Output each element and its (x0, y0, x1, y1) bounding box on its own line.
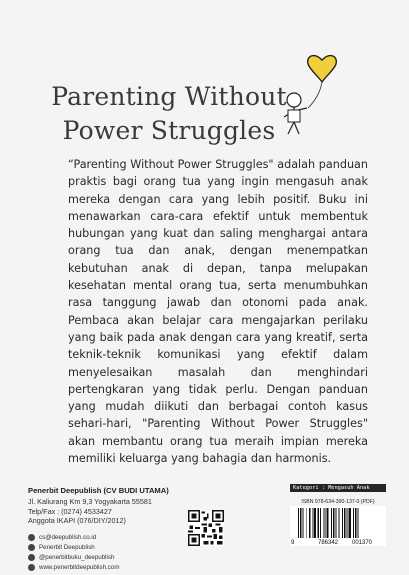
contact-website-text: www.penerbitdeepublish.com (39, 563, 120, 571)
email-icon (28, 534, 35, 541)
contact-facebook-text: Penerbit Deepublish (39, 543, 95, 551)
publisher-name: Penerbit Deepublish (CV BUDI UTAMA) (28, 486, 169, 495)
contact-facebook[interactable] (28, 542, 178, 552)
category-label: Kategori : Mengasuh Anak (290, 484, 386, 492)
publisher-contacts (28, 532, 178, 572)
contact-instagram[interactable] (28, 552, 178, 562)
isbn-text: ISBN 978-634-390-137-0 (PDF) (301, 499, 375, 505)
book-title-line-1: Parenting Without (51, 82, 287, 111)
isbn-barcode (290, 506, 386, 546)
contact-email-text: cs@deepublish.co.id (39, 533, 97, 541)
barcode-digit-lead: 9 (291, 540, 295, 546)
barcode-digit-group-2: 001370 (352, 540, 373, 546)
instagram-icon (28, 554, 35, 561)
globe-icon (28, 564, 35, 571)
qr-code[interactable] (188, 510, 224, 546)
publisher-membership: Anggota IKAPI (076/DIY/2012) (28, 516, 126, 525)
catalog-info (290, 484, 386, 546)
facebook-icon (28, 544, 35, 551)
barcode-digit-group-1: 786342 (318, 540, 339, 546)
book-title-line-2: Power Struggles (62, 116, 276, 145)
book-blurb: “Parenting Without Power Struggles" adalah panduan praktis bagi orang tua yang ingin mengasuh anak mereka dengan cara yang lebih positif. Buku ini menawarkan cara-cara efektif untuk membentuk hubungan yang kuat dan saling menghargai antara orang tua dan anak, dengan menempatkan kebutuhan anak di depan, tanpa melupakan kesehatan mental orang tua, serta menumbuhkan rasa tanggung jawab dan otonomi pada anak. Pembaca akan belajar cara mengajarkan perilaku yang baik pada anak dengan cara yang kreatif, serta teknik-teknik komunikasi yang efektif dalam menyelesaikan masalah dan menghindari pertengkaran yang tidak perlu. Dengan panduan yang mudah diikuti dan berbagai contoh kasus sehari-hari, "Parenting Without Power Struggles" akan membantu orang tua meraih impian mereka memiliki keluarga yang bahagia dan harmonis. (68, 158, 368, 466)
publisher-address: Jl. Kaliurang Km 9,3 Yogyakarta 55581 (28, 497, 152, 506)
publisher-phone: Telp/Fax : (0274) 4533427 (28, 506, 112, 516)
contact-website[interactable] (28, 562, 178, 572)
barcode-bars (298, 508, 359, 538)
contact-email[interactable] (28, 532, 178, 542)
contact-instagram-text: @penerbitbuku_deepublish (39, 553, 115, 561)
